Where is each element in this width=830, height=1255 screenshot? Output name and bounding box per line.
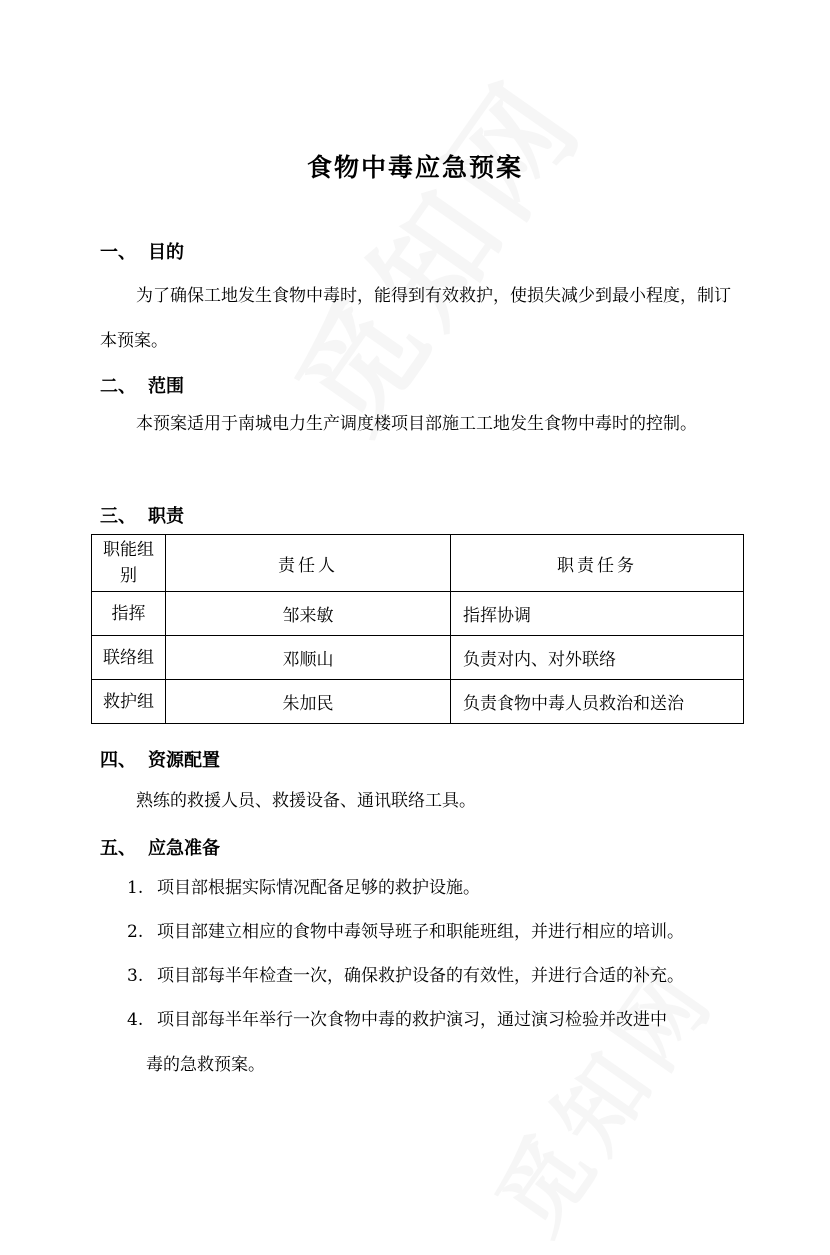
- cell-person: 邓顺山: [166, 636, 451, 680]
- scope-paragraph: 本预案适用于南城电力生产调度楼项目部施工工地发生食物中毒时的控制。: [136, 414, 697, 434]
- header-task: 职责任务: [451, 535, 744, 592]
- list-text: 项目部根据实际情况配备足够的救护设施。: [157, 878, 480, 898]
- list-number: 3.: [127, 966, 144, 986]
- section-number: 一、: [100, 242, 136, 263]
- resources-paragraph: 熟练的救援人员、救援设备、通讯联络工具。: [136, 791, 476, 811]
- list-number: 2.: [127, 922, 144, 942]
- section-title: 范围: [148, 376, 184, 397]
- list-text: 项目部每半年举行一次食物中毒的救护演习，通过演习检验并改进中: [157, 1010, 667, 1030]
- section-number: 四、: [100, 750, 136, 771]
- section-title: 资源配置: [148, 750, 220, 771]
- list-text: 项目部每半年检查一次，确保救护设备的有效性，并进行合适的补充。: [157, 966, 684, 986]
- section-title: 应急准备: [148, 838, 220, 859]
- cell-group: 指挥: [92, 592, 166, 636]
- section-number: 二、: [100, 376, 136, 397]
- section-title: 职责: [148, 506, 184, 527]
- table-row: [92, 592, 744, 636]
- list-item: [127, 954, 752, 999]
- section-heading-preparation: [100, 834, 220, 860]
- table-row: [92, 636, 744, 680]
- section-number: 五、: [100, 838, 136, 859]
- list-number: 1.: [127, 878, 144, 898]
- cell-task: 指挥协调: [451, 592, 744, 636]
- purpose-paragraph: 为了确保工地发生食物中毒时，能得到有效救护，使损失减少到最小程度，制订本预案。: [100, 286, 731, 351]
- list-item: [127, 910, 752, 955]
- duty-table: [91, 534, 744, 724]
- document-title: 食物中毒应急预案: [306, 153, 523, 182]
- section-heading-purpose: [100, 238, 184, 264]
- section-heading-scope: [100, 372, 184, 398]
- list-text-continuation: 毒的急救预案。: [146, 1055, 265, 1075]
- table-header-row: [92, 535, 744, 592]
- section-heading-resources: [100, 746, 220, 772]
- cell-task: 负责食物中毒人员救治和送治: [451, 680, 744, 724]
- section-number: 三、: [100, 506, 136, 527]
- section-heading-duties: [100, 502, 184, 528]
- section-title: 目的: [148, 242, 184, 263]
- cell-group: 救护组: [92, 680, 166, 724]
- cell-person: 朱加民: [166, 680, 451, 724]
- table-row: [92, 680, 744, 724]
- header-group: 职能组别: [92, 535, 166, 592]
- list-number: 4.: [127, 1010, 144, 1030]
- watermark: [250, 41, 615, 459]
- list-item: [127, 998, 752, 1088]
- list-item: [127, 866, 752, 911]
- list-text: 项目部建立相应的食物中毒领导班子和职能班组，并进行相应的培训。: [157, 922, 684, 942]
- cell-task: 负责对内、对外联络: [451, 636, 744, 680]
- cell-group: 联络组: [92, 636, 166, 680]
- cell-person: 邹来敏: [166, 592, 451, 636]
- header-person: 责任人: [166, 535, 451, 592]
